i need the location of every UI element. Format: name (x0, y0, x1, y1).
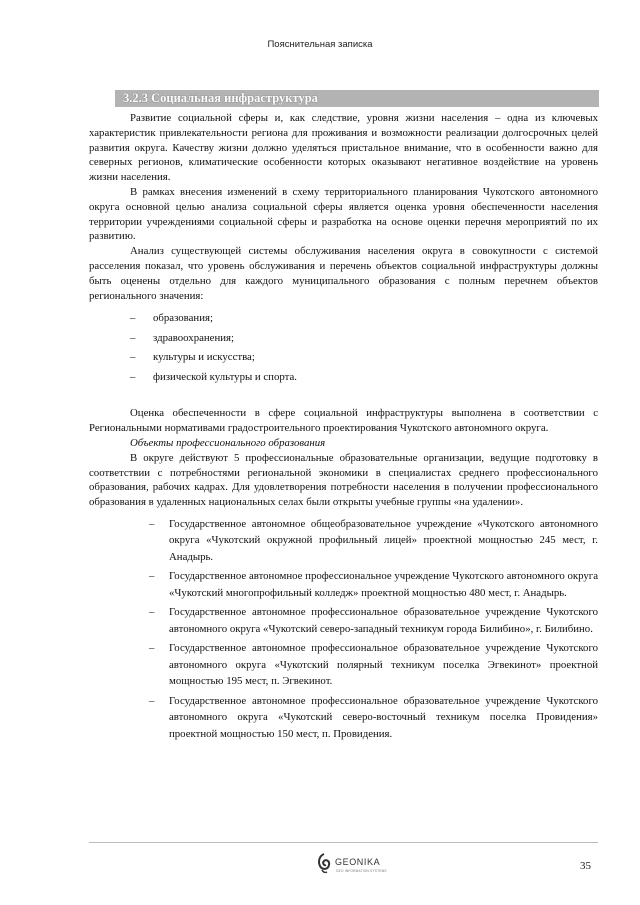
service-sectors-list (89, 309, 598, 387)
list-item-text: культуры и искусства; (153, 351, 255, 364)
organizations-list (89, 516, 598, 743)
list-dash: – (149, 517, 155, 530)
list-item-text: образования; (153, 312, 213, 325)
paragraph-organizations: В округе действуют 5 профессиональные образовательные организации, ведущие подготовку в соответствии с потребностями региональной экономики в специалистах среднего профессионального образования, рабочих кадрах. Для удовлетворения потребности населения в получении профессионального образования в удаленных национальных селах были открыты учебные группы «на удалении». (89, 451, 598, 509)
list-dash: – (130, 331, 136, 344)
list-item (89, 309, 598, 329)
list-item (89, 640, 598, 690)
list-item (89, 368, 598, 388)
footer-divider (89, 842, 598, 843)
list-item-text: Государственное автономное общеобразовательное учреждение «Чукотского автономного округа «Чукотский окружной профильный лицей» проектной мощностью 245 мест, г. Анадырь. (169, 517, 598, 563)
page-header: Пояснительная записка (267, 39, 373, 50)
list-dash: – (149, 570, 155, 583)
logo-name: GEONIKA (335, 857, 381, 867)
subheading-professional-education: Объекты профессионального образования (130, 436, 326, 449)
list-dash: – (149, 694, 155, 707)
paragraph-analysis: Анализ существующей системы обслуживания населения округа в совокупности с системой расселения показал, что уровень обслуживания и перечень объектов социальной инфраструктуры должны быть оценены отдельно для каждого муниципального образования с полным перечнем объектов регионального значения: (89, 245, 598, 302)
list-dash: – (130, 351, 136, 364)
paragraph-purpose: В рамках внесения изменений в схему территориального планирования Чукотского автономного округа основной целью анализа социальной сферы является оценка уровня обеспеченности населения территории учреждениями социальной сферы и разработка на основе оценки перечня мероприятий по их развитию. (89, 185, 598, 243)
logo-tagline: GEO INFORMATION SYSTEMS (336, 869, 387, 873)
list-dash: – (149, 606, 155, 619)
list-item-text: Государственное автономное профессиональное учреждение Чукотского автономного округа «Чукотский многопрофильный колледж» проектной мощностью 480 мест, г. Анадырь. (169, 570, 598, 599)
section-title: 3.2.3 Социальная инфраструктура (123, 91, 318, 105)
list-item (89, 568, 598, 601)
geonika-swirl-icon (316, 852, 332, 874)
list-item (89, 329, 598, 349)
list-item-text: Государственное автономное профессиональное образовательное учреждение Чукотского автономного округа «Чукотский северо-западный техникум города Билибино», г. Билибино. (169, 606, 598, 635)
list-item-text: физической культуры и спорта. (153, 370, 297, 383)
list-item-text: Государственное автономное профессиональное образовательное учреждение Чукотского автономного округа «Чукотский полярный техникум поселка Эгвекинот» проектной мощностью 195 мест, п. Эгвекинот. (169, 642, 598, 688)
paragraph-assessment: Оценка обеспеченности в сфере социальной инфраструктуры выполнена в соответствии с Региональными нормативами градостроительного проектирования Чукотского автономного округа. (89, 407, 598, 435)
document-body (89, 111, 598, 745)
page-number: 35 (580, 860, 591, 872)
section-heading-bar (115, 90, 599, 107)
list-item (89, 348, 598, 368)
list-item (89, 693, 598, 743)
list-item-text: Государственное автономное профессиональное образовательное учреждение Чукотского автономного округа «Чукотский северо-восточный техникум поселка Провидения» проектной мощностью 150 мест, п. Провидения. (169, 694, 598, 740)
list-dash: – (130, 312, 136, 325)
list-item (89, 604, 598, 637)
list-dash: – (149, 642, 155, 655)
list-item-text: здравоохранения; (153, 331, 234, 344)
list-dash: – (130, 370, 136, 383)
paragraph-intro: Развитие социальной сферы и, как следствие, уровня жизни населения – одна из ключевых характеристик привлекательности региона для проживания и возможности реализации долгосрочных целей развития округа. Качеству жизни должно уделяться пристальное внимание, что в особенности важно для северных регионов, климатические особенности которых оказывают негативное воздействие на уровень жизни населения. (89, 112, 598, 184)
list-item (89, 516, 598, 566)
geonika-logo (316, 852, 406, 876)
